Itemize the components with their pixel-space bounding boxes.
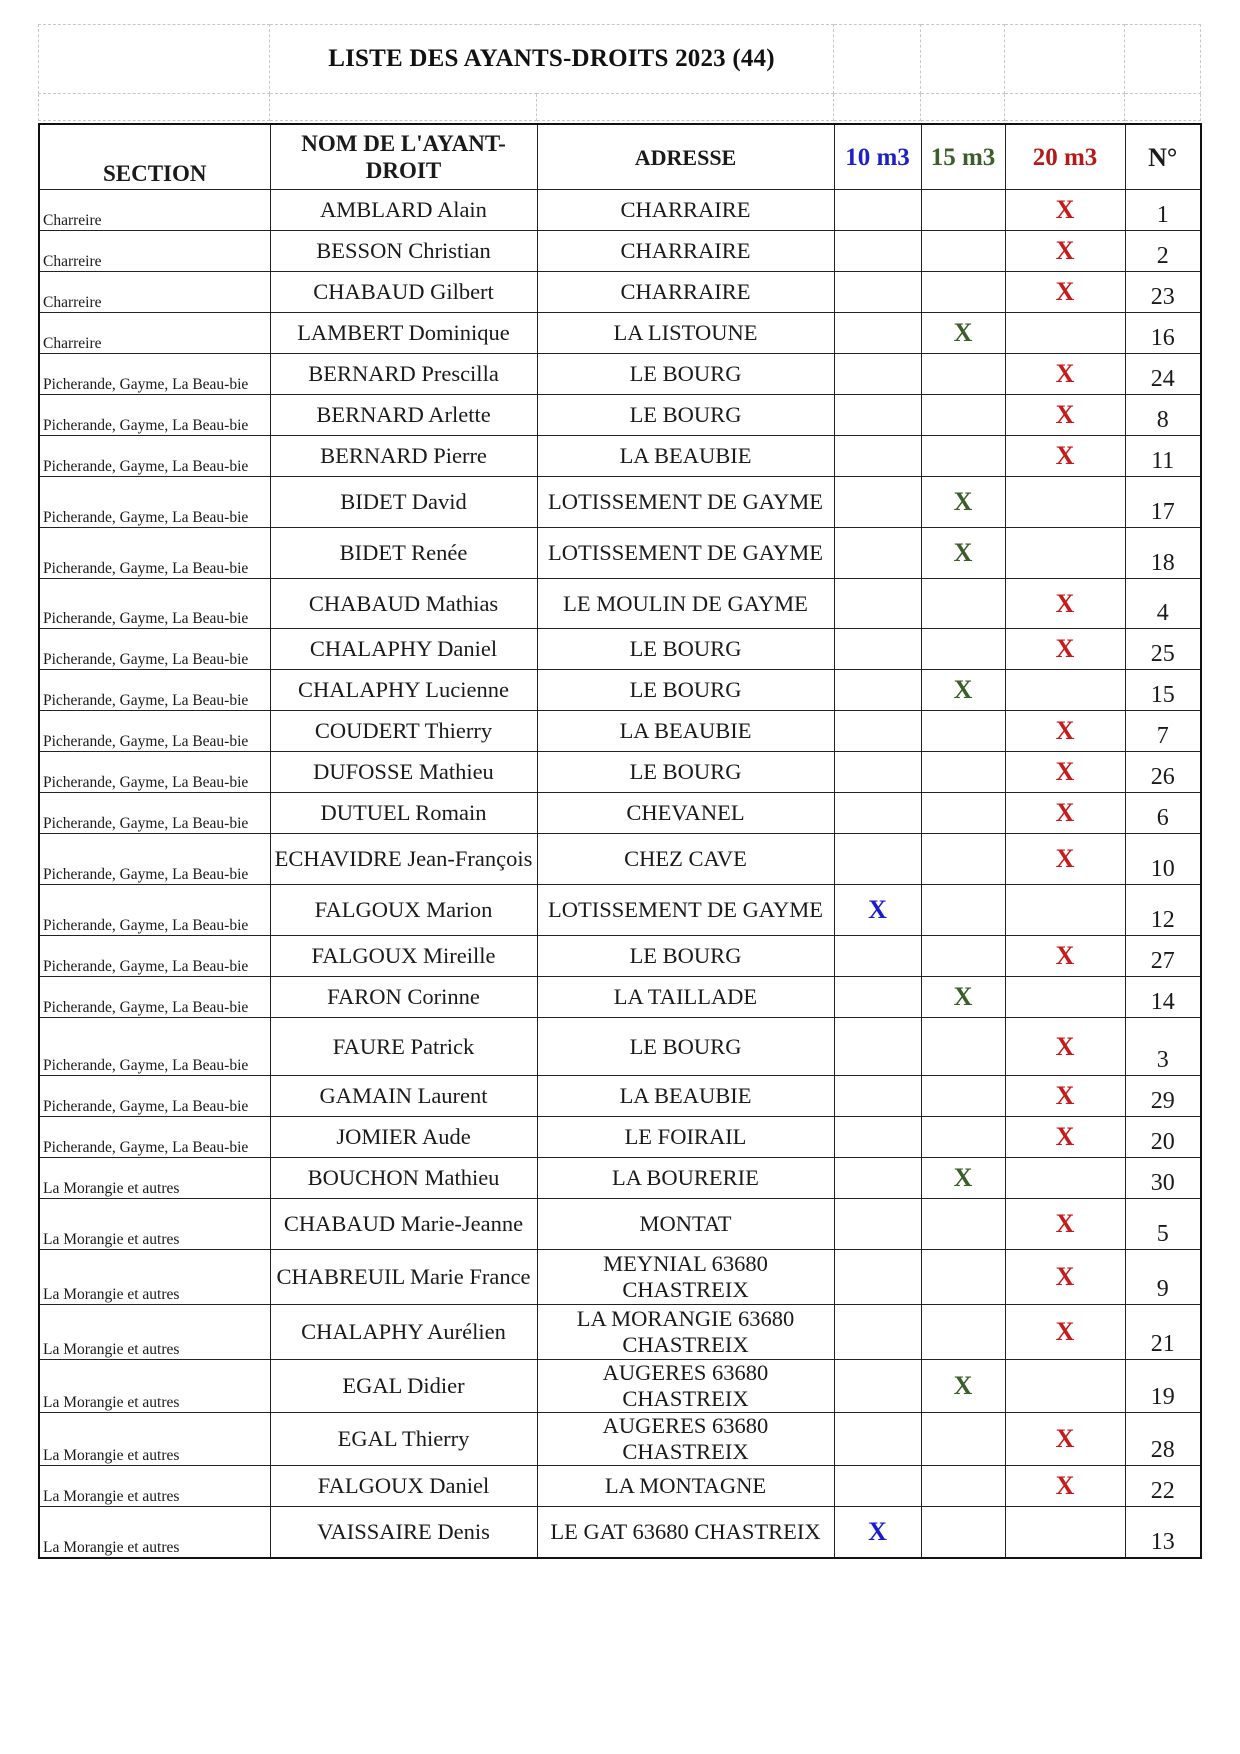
number-cell: 27 (1125, 936, 1201, 977)
mark-cell-20m3: X (1005, 436, 1125, 477)
table-row (39, 977, 1201, 1018)
address-cell: LA TAILLADE (537, 977, 834, 1018)
mark-cell-15m3 (921, 231, 1005, 272)
number-cell: 3 (1125, 1018, 1201, 1076)
section-cell: Picherande, Gayme, La Beau-bie (39, 395, 270, 436)
table-row (39, 436, 1201, 477)
mark-cell-10m3 (834, 793, 921, 834)
table-row (39, 354, 1201, 395)
address-cell: LOTISSEMENT DE GAYME (537, 528, 834, 579)
number-cell: 19 (1125, 1360, 1201, 1413)
mark-cell-15m3: X (921, 1360, 1005, 1413)
mark-cell-20m3: X (1005, 752, 1125, 793)
mark-cell-20m3 (1005, 1507, 1125, 1558)
table-row (39, 395, 1201, 436)
section-cell: La Morangie et autres (39, 1199, 270, 1250)
section-cell: Picherande, Gayme, La Beau-bie (39, 977, 270, 1018)
mark-cell-15m3 (921, 834, 1005, 885)
address-cell: LE BOURG (537, 670, 834, 711)
section-cell: Picherande, Gayme, La Beau-bie (39, 354, 270, 395)
mark-cell-15m3 (921, 579, 1005, 629)
number-cell: 18 (1125, 528, 1201, 579)
mark-cell-10m3 (834, 629, 921, 670)
beneficiaries-table (38, 123, 1202, 1559)
mark-cell-20m3: X (1005, 1199, 1125, 1250)
address-cell: LOTISSEMENT DE GAYME (537, 477, 834, 528)
mark-cell-15m3 (921, 436, 1005, 477)
section-cell: Picherande, Gayme, La Beau-bie (39, 936, 270, 977)
header-10m3: 10 m3 (834, 124, 921, 190)
table-row (39, 1305, 1201, 1360)
table-row (39, 629, 1201, 670)
mark-cell-10m3 (834, 670, 921, 711)
name-cell: ECHAVIDRE Jean-François (270, 834, 537, 885)
table-row (39, 231, 1201, 272)
name-cell: JOMIER Aude (270, 1117, 537, 1158)
number-cell: 24 (1125, 354, 1201, 395)
number-cell: 2 (1125, 231, 1201, 272)
mark-cell-10m3 (834, 1305, 921, 1360)
mark-cell-15m3 (921, 1413, 1005, 1466)
mark-cell-10m3 (834, 436, 921, 477)
number-cell: 8 (1125, 395, 1201, 436)
section-cell: Picherande, Gayme, La Beau-bie (39, 752, 270, 793)
mark-cell-20m3: X (1005, 1466, 1125, 1507)
mark-cell-10m3 (834, 579, 921, 629)
mark-cell-20m3 (1005, 1360, 1125, 1413)
number-cell: 29 (1125, 1076, 1201, 1117)
mark-cell-20m3 (1005, 670, 1125, 711)
address-cell: LA LISTOUNE (537, 313, 834, 354)
mark-cell-20m3: X (1005, 1413, 1125, 1466)
mark-cell-10m3 (834, 834, 921, 885)
section-cell: Picherande, Gayme, La Beau-bie (39, 1117, 270, 1158)
name-cell: DUTUEL Romain (270, 793, 537, 834)
table-row (39, 1507, 1201, 1558)
address-cell: LE MOULIN DE GAYME (537, 579, 834, 629)
number-cell: 4 (1125, 579, 1201, 629)
mark-cell-15m3: X (921, 670, 1005, 711)
table-row (39, 834, 1201, 885)
mark-cell-10m3 (834, 752, 921, 793)
mark-cell-10m3 (834, 190, 921, 231)
mark-cell-20m3 (1005, 885, 1125, 936)
address-cell: LOTISSEMENT DE GAYME (537, 885, 834, 936)
number-cell: 22 (1125, 1466, 1201, 1507)
number-cell: 5 (1125, 1199, 1201, 1250)
mark-cell-15m3: X (921, 313, 1005, 354)
address-cell: LA BOURERIE (537, 1158, 834, 1199)
section-cell: Charreire (39, 231, 270, 272)
table-row (39, 936, 1201, 977)
number-cell: 14 (1125, 977, 1201, 1018)
number-cell: 10 (1125, 834, 1201, 885)
section-cell: Picherande, Gayme, La Beau-bie (39, 834, 270, 885)
mark-cell-20m3: X (1005, 395, 1125, 436)
address-cell: LE BOURG (537, 752, 834, 793)
mark-cell-20m3: X (1005, 1076, 1125, 1117)
section-cell: La Morangie et autres (39, 1466, 270, 1507)
name-cell: CHABAUD Marie-Jeanne (270, 1199, 537, 1250)
header-20m3: 20 m3 (1005, 124, 1125, 190)
table-row (39, 313, 1201, 354)
address-cell: MONTAT (537, 1199, 834, 1250)
mark-cell-10m3 (834, 1360, 921, 1413)
section-cell: Charreire (39, 190, 270, 231)
address-cell: LA BEAUBIE (537, 711, 834, 752)
mark-cell-15m3: X (921, 1158, 1005, 1199)
mark-cell-15m3 (921, 936, 1005, 977)
mark-cell-10m3 (834, 477, 921, 528)
mark-cell-20m3: X (1005, 629, 1125, 670)
name-cell: EGAL Didier (270, 1360, 537, 1413)
mark-cell-10m3 (834, 1018, 921, 1076)
table-row (39, 1076, 1201, 1117)
section-cell: Picherande, Gayme, La Beau-bie (39, 885, 270, 936)
name-cell: CHALAPHY Lucienne (270, 670, 537, 711)
mark-cell-20m3 (1005, 528, 1125, 579)
name-cell: CHABAUD Mathias (270, 579, 537, 629)
mark-cell-10m3 (834, 313, 921, 354)
mark-cell-15m3 (921, 1117, 1005, 1158)
table-row (39, 272, 1201, 313)
section-cell: Picherande, Gayme, La Beau-bie (39, 1076, 270, 1117)
number-cell: 25 (1125, 629, 1201, 670)
table-row (39, 711, 1201, 752)
mark-cell-10m3 (834, 936, 921, 977)
mark-cell-10m3 (834, 272, 921, 313)
mark-cell-10m3 (834, 977, 921, 1018)
mark-cell-15m3 (921, 354, 1005, 395)
mark-cell-20m3: X (1005, 272, 1125, 313)
address-cell: LE BOURG (537, 1018, 834, 1076)
name-cell: AMBLARD Alain (270, 190, 537, 231)
title-grid (38, 24, 1201, 121)
mark-cell-15m3 (921, 793, 1005, 834)
address-cell: AUGERES 63680 CHASTREIX (537, 1360, 834, 1413)
address-cell: LE BOURG (537, 395, 834, 436)
mark-cell-15m3 (921, 885, 1005, 936)
mark-cell-10m3 (834, 711, 921, 752)
section-cell: Picherande, Gayme, La Beau-bie (39, 528, 270, 579)
mark-cell-20m3: X (1005, 711, 1125, 752)
name-cell: FAURE Patrick (270, 1018, 537, 1076)
document-title: LISTE DES AYANTS-DROITS 2023 (44) (270, 25, 834, 94)
name-cell: LAMBERT Dominique (270, 313, 537, 354)
address-cell: LE GAT 63680 CHASTREIX (537, 1507, 834, 1558)
number-cell: 7 (1125, 711, 1201, 752)
mark-cell-10m3 (834, 231, 921, 272)
address-cell: LE FOIRAIL (537, 1117, 834, 1158)
table-row (39, 1117, 1201, 1158)
section-cell: La Morangie et autres (39, 1507, 270, 1558)
number-cell: 12 (1125, 885, 1201, 936)
name-cell: CHALAPHY Aurélien (270, 1305, 537, 1360)
name-cell: BOUCHON Mathieu (270, 1158, 537, 1199)
header-number: N° (1125, 124, 1201, 190)
mark-cell-10m3 (834, 528, 921, 579)
address-cell: CHARRAIRE (537, 231, 834, 272)
number-cell: 6 (1125, 793, 1201, 834)
mark-cell-15m3 (921, 752, 1005, 793)
mark-cell-15m3 (921, 395, 1005, 436)
section-cell: Picherande, Gayme, La Beau-bie (39, 670, 270, 711)
mark-cell-15m3 (921, 1199, 1005, 1250)
name-cell: BESSON Christian (270, 231, 537, 272)
table-row (39, 1466, 1201, 1507)
mark-cell-10m3 (834, 1076, 921, 1117)
table-row (39, 752, 1201, 793)
section-cell: Picherande, Gayme, La Beau-bie (39, 579, 270, 629)
table-row (39, 1199, 1201, 1250)
table-row (39, 1413, 1201, 1466)
table-row (39, 1018, 1201, 1076)
section-cell: Picherande, Gayme, La Beau-bie (39, 436, 270, 477)
section-cell: Charreire (39, 272, 270, 313)
mark-cell-20m3: X (1005, 231, 1125, 272)
mark-cell-15m3 (921, 272, 1005, 313)
mark-cell-10m3: X (834, 885, 921, 936)
header-address: ADRESSE (537, 124, 834, 190)
address-cell: LA BEAUBIE (537, 436, 834, 477)
number-cell: 17 (1125, 477, 1201, 528)
section-cell: La Morangie et autres (39, 1360, 270, 1413)
name-cell: EGAL Thierry (270, 1413, 537, 1466)
section-cell: Charreire (39, 313, 270, 354)
address-cell: MEYNIAL 63680 CHASTREIX (537, 1250, 834, 1305)
mark-cell-15m3 (921, 1466, 1005, 1507)
mark-cell-10m3 (834, 1250, 921, 1305)
header-section: SECTION (39, 124, 270, 190)
mark-cell-20m3: X (1005, 936, 1125, 977)
number-cell: 11 (1125, 436, 1201, 477)
name-cell: CHALAPHY Daniel (270, 629, 537, 670)
address-cell: LA MONTAGNE (537, 1466, 834, 1507)
mark-cell-15m3: X (921, 977, 1005, 1018)
number-cell: 9 (1125, 1250, 1201, 1305)
table-row (39, 1360, 1201, 1413)
mark-cell-15m3 (921, 711, 1005, 752)
section-cell: Picherande, Gayme, La Beau-bie (39, 793, 270, 834)
address-cell: AUGERES 63680 CHASTREIX (537, 1413, 834, 1466)
name-cell: CHABREUIL Marie France (270, 1250, 537, 1305)
mark-cell-10m3 (834, 1413, 921, 1466)
address-cell: LA MORANGIE 63680 CHASTREIX (537, 1305, 834, 1360)
number-cell: 28 (1125, 1413, 1201, 1466)
mark-cell-10m3 (834, 1117, 921, 1158)
mark-cell-10m3 (834, 1466, 921, 1507)
mark-cell-15m3 (921, 1305, 1005, 1360)
mark-cell-20m3: X (1005, 1250, 1125, 1305)
name-cell: DUFOSSE Mathieu (270, 752, 537, 793)
mark-cell-15m3 (921, 190, 1005, 231)
header-15m3: 15 m3 (921, 124, 1005, 190)
section-cell: La Morangie et autres (39, 1305, 270, 1360)
name-cell: BERNARD Prescilla (270, 354, 537, 395)
table-row (39, 477, 1201, 528)
mark-cell-10m3: X (834, 1507, 921, 1558)
address-cell: LE BOURG (537, 354, 834, 395)
mark-cell-20m3 (1005, 1158, 1125, 1199)
table-row (39, 1250, 1201, 1305)
mark-cell-20m3: X (1005, 1117, 1125, 1158)
section-cell: La Morangie et autres (39, 1250, 270, 1305)
mark-cell-15m3 (921, 1250, 1005, 1305)
address-cell: LA BEAUBIE (537, 1076, 834, 1117)
name-cell: FALGOUX Marion (270, 885, 537, 936)
mark-cell-10m3 (834, 354, 921, 395)
mark-cell-20m3: X (1005, 793, 1125, 834)
name-cell: GAMAIN Laurent (270, 1076, 537, 1117)
number-cell: 30 (1125, 1158, 1201, 1199)
address-cell: LE BOURG (537, 936, 834, 977)
mark-cell-20m3 (1005, 977, 1125, 1018)
name-cell: CHABAUD Gilbert (270, 272, 537, 313)
mark-cell-20m3: X (1005, 834, 1125, 885)
mark-cell-10m3 (834, 395, 921, 436)
number-cell: 13 (1125, 1507, 1201, 1558)
name-cell: BERNARD Pierre (270, 436, 537, 477)
name-cell: VAISSAIRE Denis (270, 1507, 537, 1558)
mark-cell-20m3 (1005, 477, 1125, 528)
name-cell: FARON Corinne (270, 977, 537, 1018)
header-row (39, 124, 1201, 190)
number-cell: 16 (1125, 313, 1201, 354)
table-row (39, 670, 1201, 711)
number-cell: 1 (1125, 190, 1201, 231)
name-cell: BERNARD Arlette (270, 395, 537, 436)
mark-cell-20m3: X (1005, 354, 1125, 395)
name-cell: COUDERT Thierry (270, 711, 537, 752)
table-row (39, 190, 1201, 231)
number-cell: 23 (1125, 272, 1201, 313)
name-cell: BIDET David (270, 477, 537, 528)
name-cell: BIDET Renée (270, 528, 537, 579)
number-cell: 26 (1125, 752, 1201, 793)
mark-cell-15m3: X (921, 477, 1005, 528)
mark-cell-20m3: X (1005, 1018, 1125, 1076)
address-cell: LE BOURG (537, 629, 834, 670)
section-cell: Picherande, Gayme, La Beau-bie (39, 711, 270, 752)
table-row (39, 885, 1201, 936)
table-row (39, 793, 1201, 834)
table-body (39, 190, 1201, 1558)
mark-cell-20m3 (1005, 313, 1125, 354)
address-cell: CHEZ CAVE (537, 834, 834, 885)
section-cell: La Morangie et autres (39, 1413, 270, 1466)
address-cell: CHARRAIRE (537, 272, 834, 313)
number-cell: 21 (1125, 1305, 1201, 1360)
mark-cell-20m3: X (1005, 190, 1125, 231)
header-name: NOM DE L'AYANT-DROIT (270, 124, 537, 190)
mark-cell-10m3 (834, 1158, 921, 1199)
table-row (39, 579, 1201, 629)
number-cell: 20 (1125, 1117, 1201, 1158)
address-cell: CHEVANEL (537, 793, 834, 834)
section-cell: Picherande, Gayme, La Beau-bie (39, 477, 270, 528)
mark-cell-15m3 (921, 629, 1005, 670)
mark-cell-15m3: X (921, 528, 1005, 579)
name-cell: FALGOUX Mireille (270, 936, 537, 977)
mark-cell-10m3 (834, 1199, 921, 1250)
mark-cell-15m3 (921, 1076, 1005, 1117)
name-cell: FALGOUX Daniel (270, 1466, 537, 1507)
section-cell: Picherande, Gayme, La Beau-bie (39, 629, 270, 670)
section-cell: La Morangie et autres (39, 1158, 270, 1199)
number-cell: 15 (1125, 670, 1201, 711)
table-row (39, 1158, 1201, 1199)
mark-cell-20m3: X (1005, 1305, 1125, 1360)
mark-cell-20m3: X (1005, 579, 1125, 629)
address-cell: CHARRAIRE (537, 190, 834, 231)
mark-cell-15m3 (921, 1018, 1005, 1076)
table-row (39, 528, 1201, 579)
mark-cell-15m3 (921, 1507, 1005, 1558)
section-cell: Picherande, Gayme, La Beau-bie (39, 1018, 270, 1076)
